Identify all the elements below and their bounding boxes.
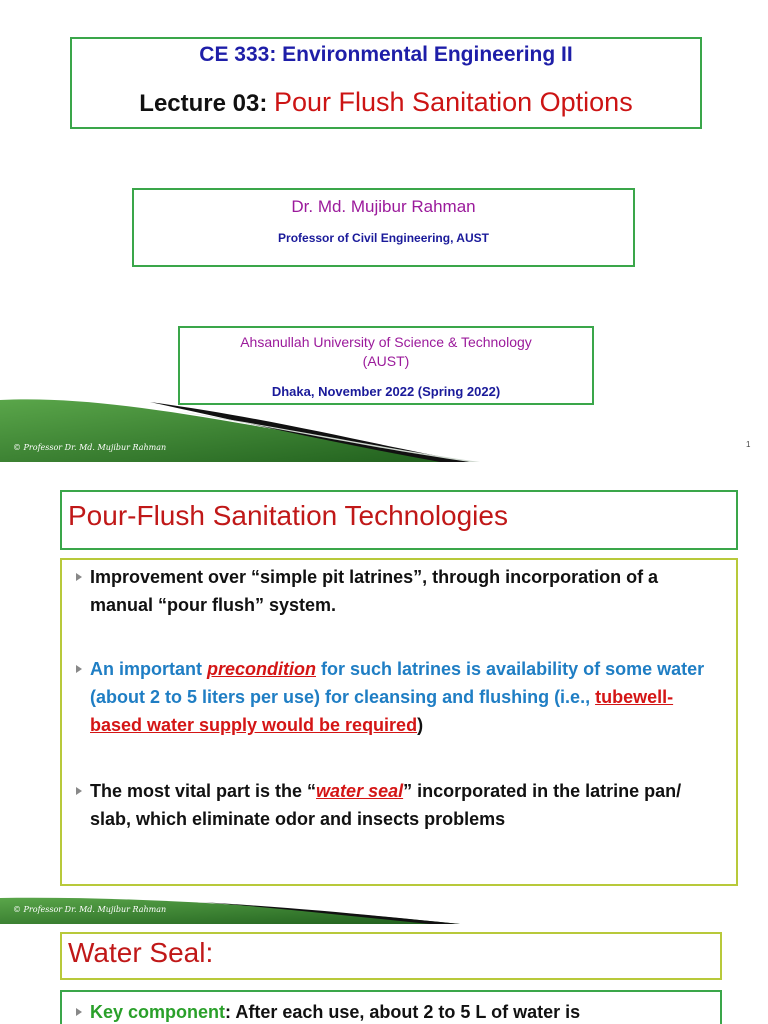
bullet-2-part1: An important: [90, 659, 207, 679]
bullet-1: [76, 563, 716, 619]
bullet-3-part1: The most vital part is the “: [90, 781, 317, 801]
author-name: Dr. Md. Mujibur Rahman: [291, 197, 476, 216]
bullet-arrow-icon: [76, 787, 82, 795]
bullet-1-text: Improvement over “simple pit latrines”, through incorporation of a manual “pour flush” system.: [90, 567, 659, 615]
university-line1: Ahsanullah University of Science & Technology: [240, 334, 532, 350]
bullet-1-rest: : After each use, about 2 to 5 L of water is: [225, 1002, 581, 1022]
author-box: [132, 188, 635, 267]
footer-copyright: © Professor Dr. Md. Mujibur Rahman: [13, 905, 167, 914]
heading-box: [60, 932, 722, 980]
bullet-arrow-icon: [76, 1008, 82, 1016]
bullet-2-part3: ): [417, 715, 424, 735]
lecture-date: Dhaka, November 2022 (Spring 2022): [271, 384, 501, 399]
slide-heading: Pour-Flush Sanitation Technologies: [68, 500, 508, 531]
author-role: Professor of Civil Engineering, AUST: [278, 231, 489, 245]
university-name: [180, 333, 592, 371]
bullet-1: [76, 998, 700, 1024]
bullet-3-text: [90, 777, 716, 833]
heading-box: [60, 490, 738, 550]
precondition-emphasis: precondition: [207, 659, 316, 679]
page-number: 1: [746, 440, 751, 449]
title-box: [70, 37, 702, 129]
title-slide: [0, 0, 768, 462]
requirement-emphasis: tubewell-based water supply would be required: [90, 687, 674, 735]
lecture-topic: Pour Flush Sanitation Options: [274, 87, 633, 117]
bullet-2: [76, 655, 716, 739]
technologies-slide: [0, 462, 768, 924]
lecture-title: [72, 87, 700, 118]
lecture-prefix: Lecture 03:: [139, 90, 274, 117]
bullet-2-part2: for such latrines is availability of some water (about 2 to 5 liters per use) for cleansing and flushing (i.e.,: [90, 659, 705, 707]
bullet-arrow-icon: [76, 573, 82, 581]
water-seal-slide: [0, 924, 768, 1024]
slide-heading: Water Seal:: [68, 937, 214, 968]
course-title: CE 333: Environmental Engineering II: [199, 43, 573, 66]
bullet-3-part2: ” incorporated in the latrine pan/ slab, which eliminate odor and insects problems: [90, 781, 682, 829]
footer-copyright: © Professor Dr. Md. Mujibur Rahman: [13, 443, 167, 452]
bullet-3: [76, 777, 716, 833]
key-component-label: Key component: [90, 1002, 226, 1022]
bullet-arrow-icon: [76, 665, 82, 673]
water-seal-emphasis: water seal: [316, 781, 404, 801]
content-box: [60, 558, 738, 886]
bullet-1-text: [90, 998, 700, 1024]
university-line2: (AUST): [362, 353, 410, 369]
bullet-2-text: [90, 655, 716, 739]
content-box: [60, 990, 722, 1024]
